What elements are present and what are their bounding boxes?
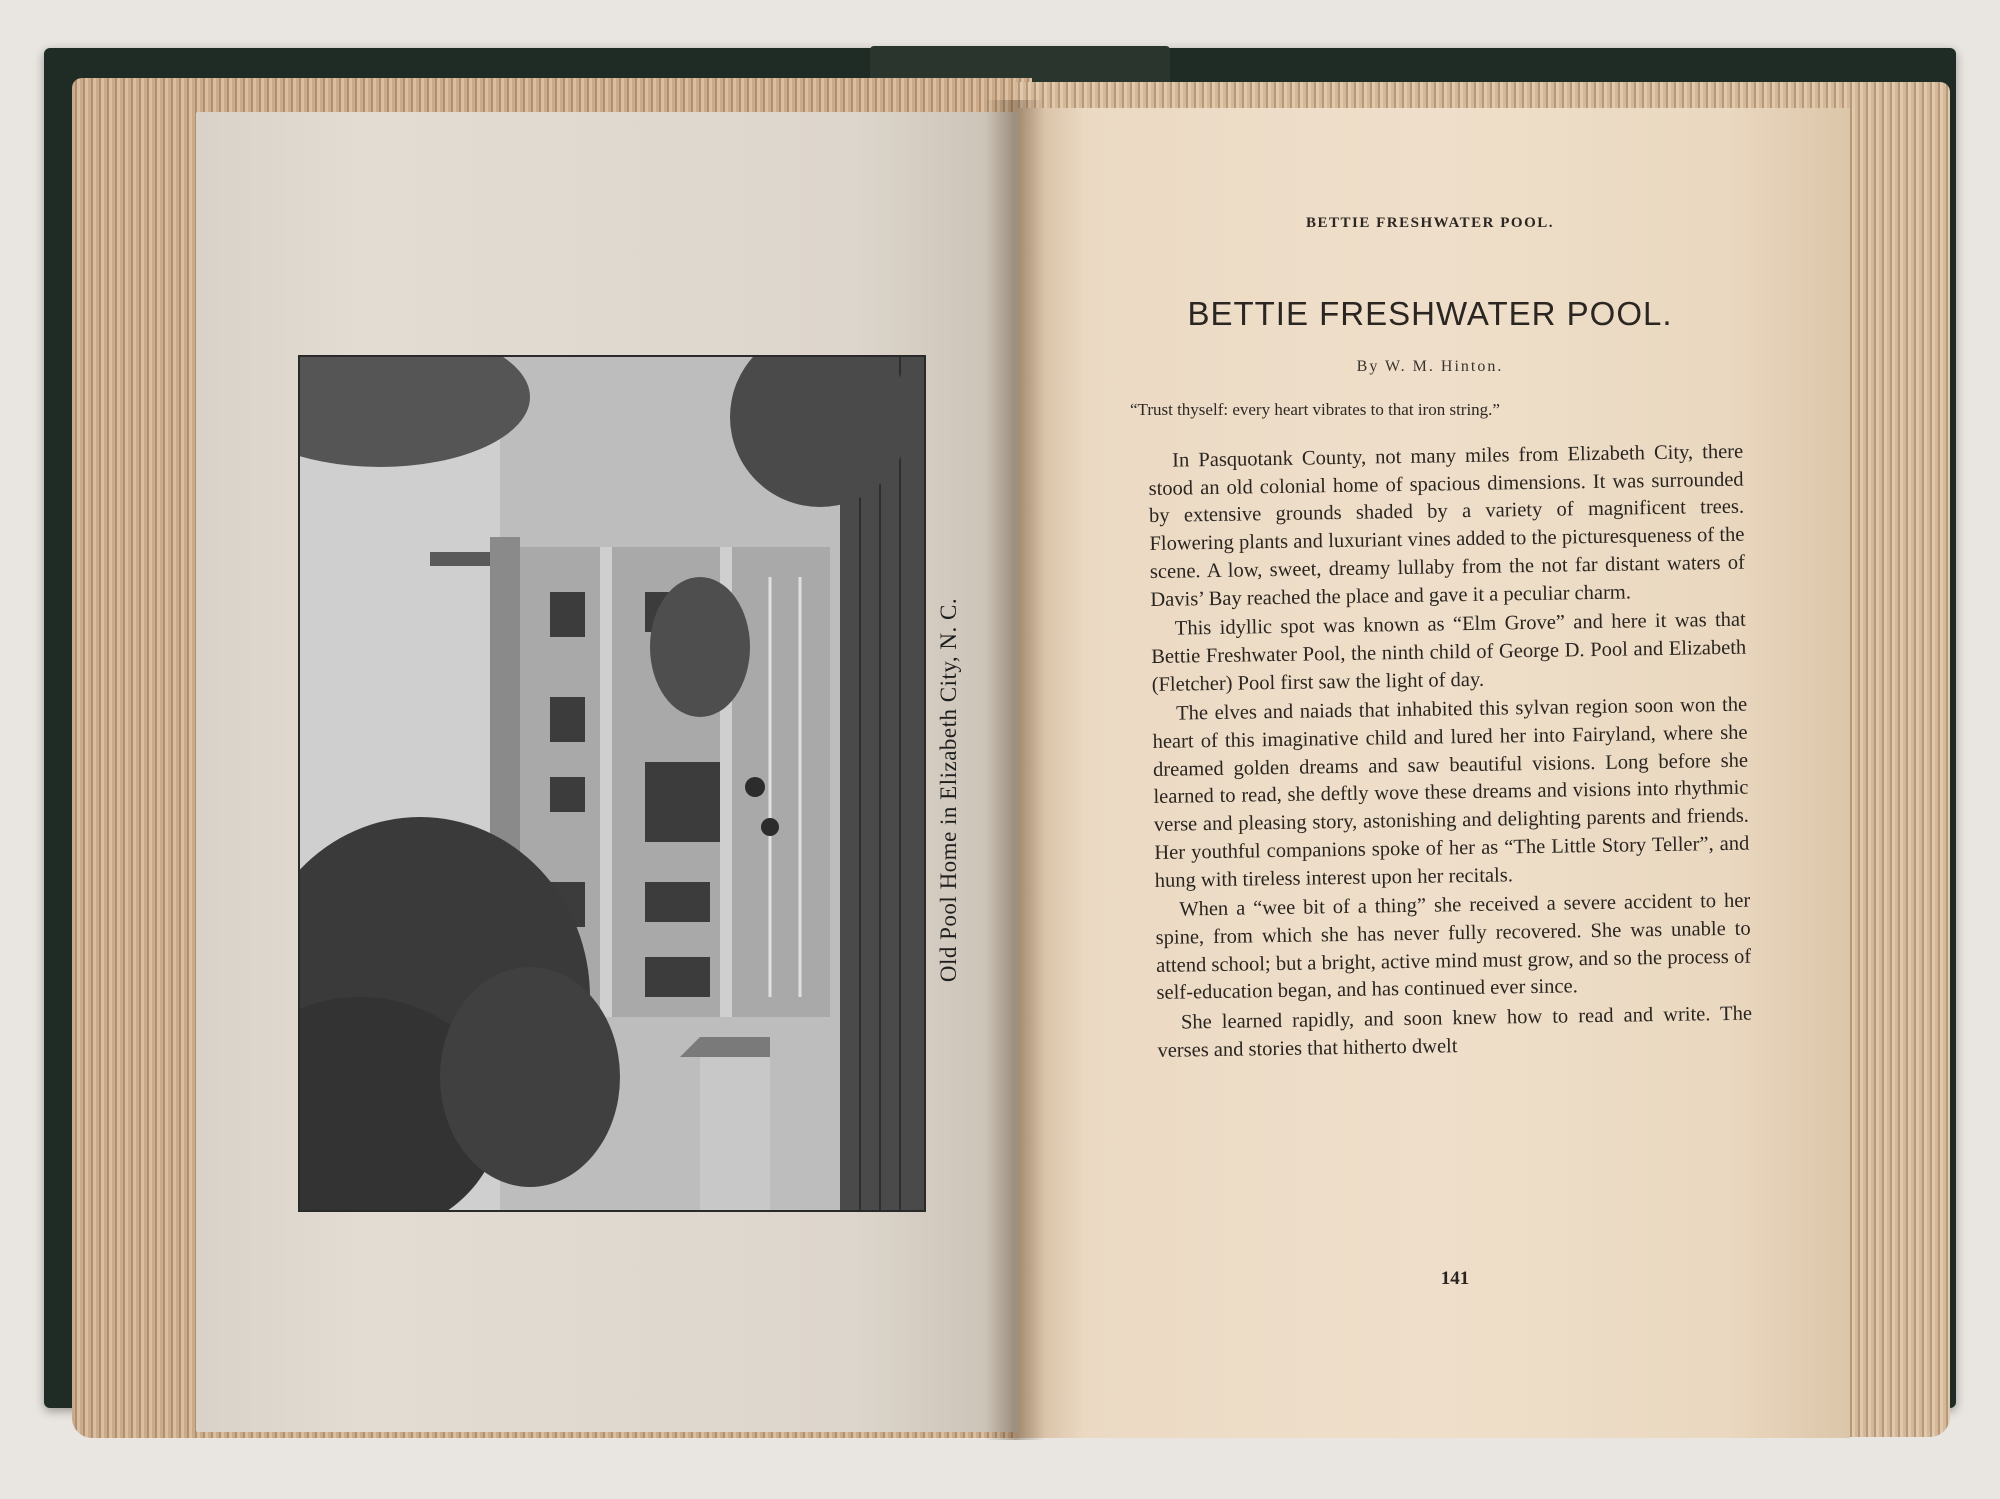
epigraph: “Trust thyself: every heart vibrates to that iron string.” <box>1130 400 1500 419</box>
paragraph: She learned rapidly, and soon knew how to read and write. The verses and stories that hitherto dwelt <box>1157 1002 1753 1062</box>
paragraph: This idyllic spot was known as “Elm Grove” and here it was that Bettie Freshwater Pool, the ninth child of George D. Pool and Elizabeth (Fletcher) Pool first saw the light of day. <box>1151 608 1747 696</box>
paragraph: When a “wee bit of a thing” she received a severe accident to her spine, from which she has never fully recovered. She was unable to attend school; but a bright, active mind must grow, and so the process of self-education began, and has continued ever since. <box>1155 889 1752 1005</box>
paragraph: In Pasquotank County, not many miles from Elizabeth City, there stood an old colonial home of spacious dimensions. It was surrounded by extensive grounds shaded by a variety of magnificent trees. Flowering plants and luxuriant vines added to the picturesqueness of the scene. A low, sweet, dreamy lullaby from the not far distant waters of Davis’ Bay reached the place and gave it a peculiar charm. <box>1148 440 1746 611</box>
body-text <box>1148 439 1753 1068</box>
running-head: BETTIE FRESHWATER POOL. <box>1305 215 1555 231</box>
chapter-title: BETTIE FRESHWATER POOL. <box>1187 295 1673 332</box>
house-photograph <box>298 355 926 1212</box>
page-number: 141 <box>1440 1268 1470 1289</box>
paragraph: The elves and naiads that inhabited this sylvan region soon won the heart of this imaginative child and lured her into Fairyland, where she dreamed golden dreams and saw beautiful visions. Long before she learned to read, she deftly wove these dreams and visions into rhythmic verse and pleasing story, astonishing and delighting parents and friends. Her youthful companions spoke of her as “The Little Story Teller”, and hung with tireless interest upon her recitals. <box>1152 693 1750 892</box>
byline: By W. M. Hinton. <box>1356 358 1504 375</box>
photo-caption: Old Pool Home in Elizabeth City, N. C. <box>936 597 961 983</box>
book-gutter <box>985 100 1045 1440</box>
